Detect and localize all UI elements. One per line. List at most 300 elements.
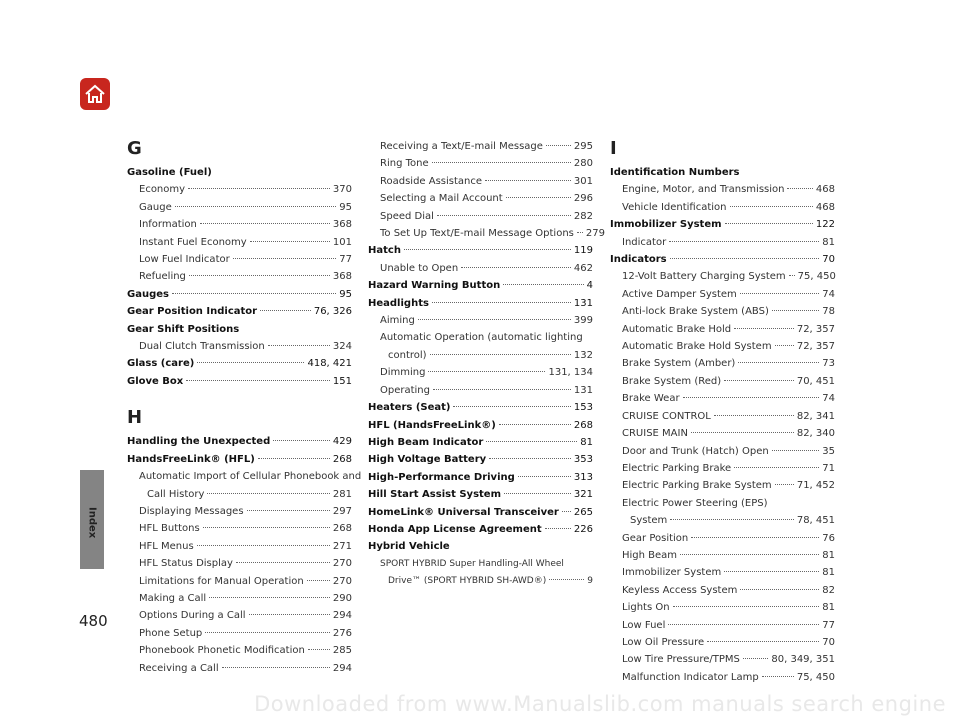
entry-label: High Beam [622, 549, 678, 561]
dot-leader [775, 345, 794, 346]
entry-label: Automatic Operation (automatic lighting [380, 332, 583, 344]
index-subentry[interactable] [610, 634, 835, 651]
dot-leader [461, 267, 571, 268]
entry-page-ref[interactable]: 281 [332, 488, 352, 500]
entry-page-ref[interactable]: 75, 450 [797, 271, 836, 283]
entry-page-ref[interactable]: 70, 451 [796, 375, 835, 387]
entry-label: Call History [147, 488, 205, 500]
dot-leader [680, 554, 819, 555]
dot-leader [207, 493, 329, 494]
entry-page-ref[interactable]: 153 [573, 402, 593, 414]
index-entry[interactable] [368, 295, 593, 312]
dot-leader [734, 328, 794, 329]
dot-leader [404, 249, 571, 250]
entry-label: Low Oil Pressure [622, 636, 705, 648]
entry-label: Low Fuel Indicator [139, 254, 230, 266]
index-subentry[interactable] [127, 268, 352, 285]
index-entry[interactable] [127, 286, 352, 303]
entry-page-ref[interactable]: 280 [573, 158, 593, 170]
home-button[interactable] [80, 78, 110, 110]
index-subentry[interactable] [610, 355, 835, 372]
index-entry[interactable] [368, 521, 593, 538]
entry-label: Electric Parking Brake System [622, 480, 772, 492]
dot-leader [738, 362, 819, 363]
entry-label: Automatic Brake Hold [622, 323, 732, 335]
dot-leader [432, 302, 571, 303]
index-subentry[interactable] [368, 312, 593, 329]
index-subentry[interactable] [368, 208, 593, 225]
entry-label: System [630, 515, 668, 527]
index-subentry[interactable] [127, 607, 352, 624]
index-subentry[interactable] [368, 329, 593, 346]
index-subentry[interactable] [610, 181, 835, 198]
entry-page-ref[interactable]: 101 [332, 236, 352, 248]
index-subentry[interactable] [610, 460, 835, 477]
entry-page-ref[interactable]: 95 [339, 288, 352, 300]
dot-leader [683, 397, 820, 398]
index-subentry[interactable] [368, 138, 593, 155]
entry-page-ref[interactable]: 324 [332, 341, 352, 353]
dot-leader [307, 580, 330, 581]
dot-leader [503, 284, 583, 285]
entry-label: Engine, Motor, and Transmission [622, 184, 785, 196]
dot-leader [453, 406, 570, 407]
entry-label: Identification Numbers [610, 167, 740, 178]
entry-page-ref[interactable]: 294 [332, 662, 352, 674]
entry-label: Glass (care) [127, 358, 195, 370]
entry-label: Electric Parking Brake [622, 462, 732, 474]
index-subentry[interactable] [368, 347, 593, 364]
entry-page-ref[interactable]: 74 [822, 288, 835, 300]
dot-leader [268, 345, 330, 346]
entry-label: Gauges [127, 288, 169, 300]
index-entry[interactable] [127, 433, 352, 450]
entry-label: Speed Dial [380, 210, 434, 222]
entry-page-ref[interactable]: 76 [822, 532, 835, 544]
index-subentry[interactable] [127, 251, 352, 268]
index-tab-label: Index [86, 507, 98, 539]
entry-label: Anti-lock Brake System (ABS) [622, 306, 769, 318]
index-subentry[interactable] [610, 408, 835, 425]
entry-label: Immobilizer System [610, 219, 722, 231]
entry-page-ref[interactable]: 4 [586, 280, 593, 292]
entry-page-ref[interactable]: 132 [573, 349, 593, 361]
entry-page-ref[interactable]: 296 [573, 193, 593, 205]
dot-leader [562, 511, 571, 512]
entry-label: Indicator [622, 236, 667, 248]
index-subentry[interactable] [127, 555, 352, 572]
index-subentry[interactable] [127, 660, 352, 677]
dot-leader [200, 223, 330, 224]
entry-page-ref[interactable]: 271 [332, 540, 352, 552]
entry-label: Selecting a Mail Account [380, 193, 503, 205]
dot-leader [247, 510, 330, 511]
index-entry[interactable] [127, 321, 352, 338]
index-subentry[interactable] [610, 443, 835, 460]
index-subentry[interactable] [127, 520, 352, 537]
index-entry[interactable] [127, 451, 352, 468]
entry-label: Heaters (Seat) [368, 402, 451, 414]
entry-page-ref[interactable]: 429 [332, 436, 352, 448]
index-subentry[interactable] [610, 390, 835, 407]
entry-page-ref[interactable]: 80, 349, 351 [771, 654, 835, 666]
dot-leader [197, 545, 330, 546]
index-subentry[interactable] [368, 364, 593, 381]
entry-label: HFL Menus [139, 540, 194, 552]
dot-leader [486, 441, 577, 442]
entry-page-ref[interactable]: 268 [332, 523, 352, 535]
entry-label: Ring Tone [380, 158, 429, 170]
dot-leader [743, 658, 769, 659]
entry-label: Dimming [380, 367, 426, 379]
dot-leader [418, 319, 571, 320]
index-subentry[interactable] [610, 669, 835, 686]
entry-page-ref[interactable]: 468 [815, 201, 835, 213]
index-subentry[interactable] [127, 642, 352, 659]
entry-label: High Voltage Battery [368, 454, 487, 466]
entry-page-ref[interactable]: 77 [339, 254, 352, 266]
index-subentry[interactable] [610, 599, 835, 616]
index-entry[interactable] [368, 469, 593, 486]
entry-page-ref[interactable]: 279 [585, 228, 605, 240]
entry-page-ref[interactable]: 9 [587, 576, 593, 587]
entry-label: 12-Volt Battery Charging System [622, 271, 786, 283]
section-letter: I [610, 138, 617, 159]
entry-label: Phonebook Phonetic Modification [139, 645, 305, 657]
dot-leader [504, 493, 571, 494]
index-column-2 [368, 138, 605, 591]
entry-page-ref[interactable]: 81 [822, 602, 835, 614]
home-icon [84, 83, 106, 105]
index-column-3 [610, 138, 835, 686]
entry-page-ref[interactable]: 81 [822, 567, 835, 579]
entry-page-ref[interactable]: 265 [573, 506, 593, 518]
index-subentry[interactable] [127, 573, 352, 590]
entry-label: Glove Box [127, 375, 184, 387]
entry-page-ref[interactable]: 71 [822, 462, 835, 474]
entry-page-ref[interactable]: 71, 452 [796, 480, 835, 492]
index-subentry[interactable] [610, 199, 835, 216]
dot-leader [172, 293, 336, 294]
dot-leader [233, 258, 337, 259]
index-subentry[interactable] [610, 321, 835, 338]
index-column-1 [127, 138, 362, 677]
index-subentry[interactable] [610, 547, 835, 564]
entry-label: Gear Position [622, 532, 689, 544]
entry-page-ref[interactable]: 270 [332, 558, 352, 570]
entry-label: Keyless Access System [622, 584, 738, 596]
entry-page-ref[interactable]: 95 [339, 201, 352, 213]
section-letter: H [127, 407, 143, 429]
entry-page-ref[interactable]: 76, 326 [313, 306, 352, 318]
dot-leader [673, 606, 820, 607]
index-subentry[interactable] [368, 556, 593, 573]
entry-label: Vehicle Identification [622, 201, 727, 213]
index-subentry[interactable] [610, 495, 835, 512]
index-subentry[interactable] [127, 181, 352, 198]
index-entry[interactable] [368, 504, 593, 521]
entry-label: Low Fuel [622, 619, 666, 631]
entry-page-ref[interactable]: 75, 450 [796, 671, 835, 683]
index-subentry[interactable] [610, 286, 835, 303]
dot-leader [249, 614, 330, 615]
entry-label: Roadside Assistance [380, 175, 483, 187]
entry-label: Headlights [368, 297, 429, 309]
entry-label: SPORT HYBRID Super Handling-All Wheel [380, 558, 564, 569]
entry-page-ref[interactable]: 72, 357 [796, 323, 835, 335]
entry-label: CRUISE MAIN [622, 428, 688, 440]
dot-leader [189, 275, 330, 276]
dot-leader [762, 676, 794, 677]
entry-page-ref[interactable]: 35 [822, 445, 835, 457]
entry-page-ref[interactable]: 81 [822, 549, 835, 561]
dot-leader [437, 215, 571, 216]
index-entry[interactable] [368, 434, 593, 451]
index-subentry[interactable] [610, 338, 835, 355]
entry-label: Handling the Unexpected [127, 436, 271, 448]
entry-page-ref[interactable]: 70 [822, 636, 835, 648]
dot-leader [222, 667, 330, 668]
entry-label: CRUISE CONTROL [622, 410, 711, 422]
entry-label: HFL Buttons [139, 523, 200, 535]
index-subentry[interactable] [610, 234, 835, 251]
entry-page-ref[interactable]: 285 [332, 645, 352, 657]
entry-label: Receiving a Call [139, 662, 219, 674]
dot-leader [577, 232, 583, 233]
dot-leader [740, 293, 820, 294]
entry-page-ref[interactable]: 131 [573, 384, 593, 396]
entry-page-ref[interactable]: 294 [332, 610, 352, 622]
section-letter: G [127, 138, 142, 159]
entry-page-ref[interactable]: 119 [573, 245, 593, 257]
entry-page-ref[interactable]: 462 [573, 262, 593, 274]
entry-label: High-Performance Driving [368, 471, 515, 483]
entry-page-ref[interactable]: 353 [573, 454, 593, 466]
entry-page-ref[interactable]: 151 [332, 375, 352, 387]
dot-leader [691, 432, 794, 433]
entry-label: Active Damper System [622, 288, 737, 300]
index-subentry[interactable] [127, 338, 352, 355]
dot-leader [772, 310, 819, 311]
entry-page-ref[interactable]: 290 [332, 592, 352, 604]
entry-label: Automatic Import of Cellular Phonebook and [139, 471, 362, 483]
index-entry[interactable] [368, 417, 593, 434]
dot-leader [209, 597, 330, 598]
index-subentry[interactable] [610, 303, 835, 320]
entry-page-ref[interactable]: 82 [822, 584, 835, 596]
dot-leader [691, 537, 819, 538]
dot-leader [258, 458, 330, 459]
entry-page-ref[interactable]: 81 [822, 236, 835, 248]
entry-label: Gear Shift Positions [127, 323, 240, 335]
dot-leader [205, 632, 330, 633]
index-subentry[interactable] [127, 234, 352, 251]
index-entry[interactable] [368, 277, 593, 294]
index-subentry[interactable] [127, 199, 352, 216]
index-entry[interactable] [368, 242, 593, 259]
entry-label: HomeLink® Universal Transceiver [368, 506, 559, 518]
index-subentry[interactable] [610, 564, 835, 581]
entry-page-ref[interactable]: 70 [822, 254, 835, 266]
entry-label: Brake System (Red) [622, 375, 722, 387]
index-subentry[interactable] [127, 538, 352, 555]
index-entry[interactable] [610, 216, 835, 233]
entry-page-ref[interactable]: 122 [815, 219, 835, 231]
index-subentry[interactable] [127, 216, 352, 233]
entry-label: Options During a Call [139, 610, 246, 622]
entry-label: Displaying Messages [139, 505, 244, 517]
index-subentry[interactable] [368, 573, 593, 590]
entry-page-ref[interactable]: 81 [580, 436, 593, 448]
entry-page-ref[interactable]: 282 [573, 210, 593, 222]
dot-leader [546, 145, 571, 146]
index-subentry[interactable] [127, 590, 352, 607]
entry-page-ref[interactable]: 321 [573, 489, 593, 501]
entry-page-ref[interactable]: 370 [332, 184, 352, 196]
index-subentry[interactable] [610, 582, 835, 599]
entry-label: Hybrid Vehicle [368, 541, 450, 553]
entry-label: Making a Call [139, 592, 207, 604]
entry-label: Brake System (Amber) [622, 358, 736, 370]
entry-label: Gauge [139, 201, 172, 213]
dot-leader [506, 197, 571, 198]
entry-label: Low Tire Pressure/TPMS [622, 654, 740, 666]
index-subentry[interactable] [610, 617, 835, 634]
index-entry[interactable] [368, 451, 593, 468]
entry-page-ref[interactable]: 297 [332, 505, 352, 517]
index-subentry[interactable] [368, 260, 593, 277]
index-subentry[interactable] [610, 373, 835, 390]
dot-leader [549, 579, 584, 580]
entry-label: Refueling [139, 271, 186, 283]
entry-label: Operating [380, 384, 430, 396]
entry-label: Limitations for Manual Operation [139, 575, 304, 587]
dot-leader [670, 519, 794, 520]
entry-page-ref[interactable]: 268 [332, 453, 352, 465]
entry-page-ref[interactable]: 468 [815, 184, 835, 196]
entry-page-ref[interactable]: 368 [332, 271, 352, 283]
entry-label: Door and Trunk (Hatch) Open [622, 445, 769, 457]
index-subentry[interactable] [127, 625, 352, 642]
entry-label: Hill Start Assist System [368, 489, 501, 501]
dot-leader [260, 310, 311, 311]
entry-page-ref[interactable]: 418, 421 [307, 358, 352, 370]
index-entry[interactable] [610, 164, 835, 181]
dot-leader [308, 649, 330, 650]
index-entry[interactable] [368, 399, 593, 416]
index-subentry[interactable] [610, 512, 835, 529]
index-subentry[interactable] [610, 651, 835, 668]
index-entry[interactable] [127, 373, 352, 390]
dot-leader [273, 440, 330, 441]
entry-page-ref[interactable]: 399 [573, 315, 593, 327]
entry-label: HandsFreeLink® (HFL) [127, 453, 255, 465]
entry-page-ref[interactable]: 131, 134 [548, 367, 593, 379]
index-subentry[interactable] [368, 173, 593, 190]
entry-label: To Set Up Text/E-mail Message Options [380, 228, 574, 240]
dot-leader [432, 162, 571, 163]
entry-label: Brake Wear [622, 393, 680, 405]
entry-page-ref[interactable]: 72, 357 [796, 341, 835, 353]
index-subentry[interactable] [610, 477, 835, 494]
entry-label: Honda App License Agreement [368, 523, 542, 535]
index-subentry[interactable] [127, 486, 352, 503]
entry-page-ref[interactable]: 73 [822, 358, 835, 370]
dot-leader [175, 206, 337, 207]
dot-leader [250, 241, 330, 242]
index-subentry[interactable] [368, 225, 605, 242]
entry-label: control) [388, 349, 427, 361]
dot-leader [725, 223, 813, 224]
entry-label: Aiming [380, 315, 415, 327]
index-entry[interactable] [368, 538, 593, 555]
watermark: Downloaded from www.Manualslib.com manuals search engine [254, 692, 946, 716]
entry-page-ref[interactable]: 131 [573, 297, 593, 309]
entry-page-ref[interactable]: 295 [573, 141, 593, 152]
index-entry[interactable] [368, 486, 593, 503]
index-subentry[interactable] [368, 382, 593, 399]
entry-label: Drive™ (SPORT HYBRID SH-AWD®) [388, 576, 547, 587]
entry-label: Information [139, 219, 197, 231]
index-entry[interactable] [127, 355, 352, 372]
entry-page-ref[interactable]: 313 [573, 471, 593, 483]
index-entry[interactable] [610, 251, 835, 268]
dot-leader [714, 415, 794, 416]
dot-leader [186, 380, 330, 381]
entry-page-ref[interactable]: 368 [332, 219, 352, 231]
index-entry[interactable] [127, 164, 352, 181]
entry-label: Gear Position Indicator [127, 306, 258, 318]
index-subentry[interactable] [127, 468, 362, 485]
index-subentry[interactable] [610, 530, 835, 547]
index-subentry[interactable] [368, 155, 593, 172]
dot-leader [789, 275, 795, 276]
entry-page-ref[interactable]: 78 [822, 306, 835, 318]
entry-page-ref[interactable]: 77 [822, 619, 835, 631]
entry-label: Lights On [622, 602, 670, 614]
entry-page-ref[interactable]: 82, 341 [796, 410, 835, 422]
entry-label: Malfunction Indicator Lamp [622, 671, 759, 683]
entry-page-ref[interactable]: 268 [573, 419, 593, 431]
index-subentry[interactable] [610, 425, 835, 442]
entry-page-ref[interactable]: 301 [573, 175, 593, 187]
dot-leader [430, 354, 571, 355]
entry-page-ref[interactable]: 270 [332, 575, 352, 587]
index-subentry[interactable] [127, 503, 352, 520]
dot-leader [724, 380, 794, 381]
index-subentry[interactable] [610, 268, 835, 285]
dot-leader [724, 571, 819, 572]
entry-label: HFL Status Display [139, 558, 233, 570]
entry-page-ref[interactable]: 78, 451 [796, 515, 835, 527]
dot-leader [499, 424, 571, 425]
entry-page-ref[interactable]: 276 [332, 627, 352, 639]
entry-label: Receiving a Text/E-mail Message [380, 141, 543, 152]
dot-leader [730, 206, 813, 207]
dot-leader [545, 528, 571, 529]
entry-label: Electric Power Steering (EPS) [622, 497, 768, 509]
index-entry[interactable] [127, 303, 352, 320]
dot-leader [787, 188, 812, 189]
entry-label: Phone Setup [139, 627, 203, 639]
entry-page-ref[interactable]: 82, 340 [796, 428, 835, 440]
dot-leader [668, 624, 819, 625]
index-subentry[interactable] [368, 190, 593, 207]
dot-leader [670, 258, 820, 259]
entry-page-ref[interactable]: 74 [822, 393, 835, 405]
entry-label: HFL (HandsFreeLink®) [368, 419, 496, 431]
entry-page-ref[interactable]: 226 [573, 523, 593, 535]
